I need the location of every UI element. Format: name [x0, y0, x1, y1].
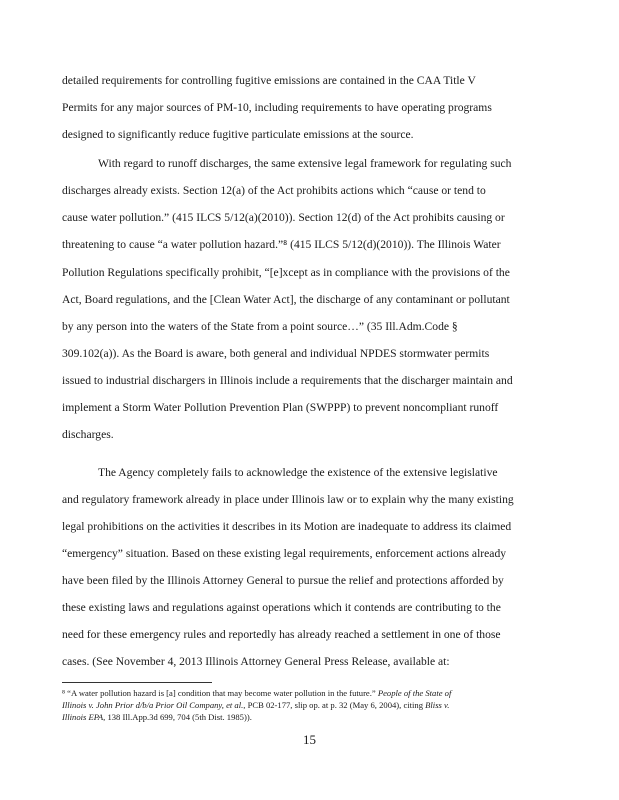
page-number: 15 — [303, 732, 316, 747]
footnote-text: , PCB 02-177, slip op. at p. 32 (May 6, 2004), citing — [243, 700, 426, 710]
body-text-line: by any person into the waters of the State from a point source…” (35 Ill.Adm.Code § — [62, 320, 458, 333]
case-name: Illinois EPA — [62, 712, 104, 722]
body-text-line: these existing laws and regulations against operations which it contends are contributing to the — [62, 601, 501, 614]
body-text-line: have been filed by the Illinois Attorney General to pursue the relief and protections afforded by — [62, 574, 504, 587]
body-text-line: issued to industrial dischargers in Illinois include a requirements that the discharger maintain and — [62, 374, 513, 387]
body-text-line: Permits for any major sources of PM-10, including requirements to have operating programs — [62, 101, 492, 114]
body-text-line: cases. (See November 4, 2013 Illinois Attorney General Press Release, available at: — [62, 655, 450, 668]
footnote-line — [62, 688, 451, 699]
footnote-line — [62, 700, 449, 711]
body-text-line: Pollution Regulations specifically prohibit, “[e]xcept as in compliance with the provisions of the — [62, 266, 510, 279]
body-text-line: detailed requirements for controlling fugitive emissions are contained in the CAA Title V — [62, 74, 476, 87]
body-text-line: discharges already exists. Section 12(a) of the Act prohibits actions which “cause or tend to — [62, 184, 486, 197]
case-name: People of the State of — [377, 688, 452, 698]
body-text-line: threatening to cause “a water pollution hazard.”⁸ (415 ILCS 5/12(d)(2010)). The Illinois Water — [62, 238, 501, 251]
body-text-line: 309.102(a)). As the Board is aware, both general and individual NPDES stormwater permits — [62, 347, 490, 360]
body-text-line: With regard to runoff discharges, the same extensive legal framework for regulating such — [98, 157, 512, 170]
footnote-divider — [62, 682, 212, 683]
footnote-line — [62, 712, 252, 723]
case-name: Illinois v. John Prior d/b/a Prior Oil Company, et al. — [62, 700, 244, 710]
body-text-line: legal prohibitions on the activities it describes in its Motion are inadequate to address its claimed — [62, 520, 512, 533]
footnote-text: , 138 Ill.App.3d 699, 704 (5th Dist. 1985)). — [103, 712, 252, 722]
body-text-line: designed to significantly reduce fugitive particulate emissions at the source. — [62, 128, 414, 141]
body-text-line: need for these emergency rules and reportedly has already reached a settlement in one of those — [62, 628, 501, 641]
case-name: Bliss v. — [425, 700, 450, 710]
body-text-line: “emergency” situation. Based on these existing legal requirements, enforcement actions already — [62, 547, 507, 560]
body-text-line: The Agency completely fails to acknowledge the existence of the extensive legislative — [98, 466, 498, 479]
body-text-line: and regulatory framework already in place under Illinois law or to explain why the many existing — [62, 493, 514, 506]
body-text-line: discharges. — [62, 428, 114, 441]
footnote-text: ⁸ “A water pollution hazard is [a] condition that may become water pollution in the future.” — [62, 688, 378, 698]
body-text-line: Act, Board regulations, and the [Clean Water Act], the discharge of any contaminant or pollutant — [62, 293, 510, 306]
body-text-line: implement a Storm Water Pollution Prevention Plan (SWPPP) to prevent noncompliant runoff — [62, 401, 499, 414]
body-text-line: cause water pollution.” (415 ILCS 5/12(a)(2010)). Section 12(d) of the Act prohibits causing or — [62, 211, 505, 224]
